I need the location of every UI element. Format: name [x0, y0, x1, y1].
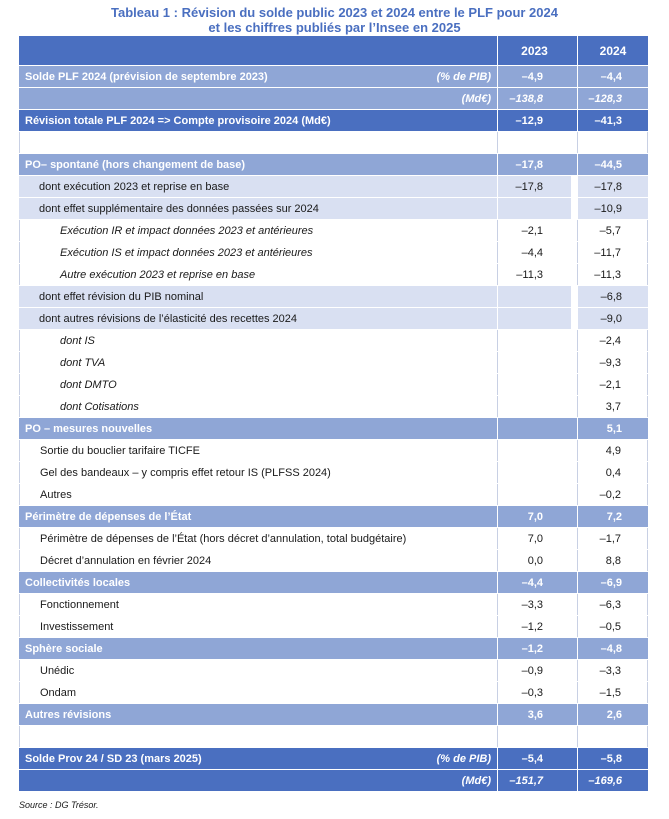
row-label-cell [19, 528, 497, 549]
row-label-cell [19, 770, 497, 791]
value-2024 [577, 132, 648, 153]
table-row [19, 88, 648, 110]
row-unit: (% de PIB) [436, 752, 491, 765]
value-2023 [497, 330, 571, 351]
row-label: Gel des bandeaux – y compris effet retour IS (PLFSS 2024) [40, 466, 331, 479]
row-label-cell [19, 308, 497, 329]
value-2023: –0,9 [497, 660, 571, 681]
row-label: dont IS [60, 334, 95, 347]
value-2023: 7,0 [497, 528, 571, 549]
table-row [19, 572, 648, 594]
table-row [19, 396, 648, 418]
value-2023: 0,0 [497, 550, 571, 571]
row-label-cell [19, 660, 497, 681]
value-2024: 0,4 [577, 462, 648, 483]
row-label: Investissement [40, 620, 114, 633]
value-2024 [577, 726, 648, 747]
row-label: Exécution IS et impact données 2023 et antérieures [60, 246, 313, 259]
value-2023 [497, 352, 571, 373]
value-2024: –2,1 [577, 374, 648, 395]
row-label-cell [19, 550, 497, 571]
row-label: dont exécution 2023 et reprise en base [39, 180, 230, 193]
row-label-cell [19, 572, 497, 593]
value-2023: –1,2 [497, 616, 571, 637]
value-2023 [497, 286, 571, 307]
value-2024: –4,4 [577, 66, 648, 87]
table-title [20, 5, 649, 35]
value-2024: 3,7 [577, 396, 648, 417]
value-2023: –1,2 [497, 638, 571, 659]
value-2024: –6,3 [577, 594, 648, 615]
value-2024: –2,4 [577, 330, 648, 351]
row-label-cell [19, 616, 497, 637]
value-2024: –44,5 [577, 154, 648, 175]
value-2024: –0,2 [577, 484, 648, 505]
header-col-2023: 2023 [497, 36, 571, 65]
row-label: dont effet supplémentaire des données passées sur 2024 [39, 202, 319, 215]
table-row [19, 132, 648, 154]
table-row [19, 748, 648, 770]
row-label: dont Cotisations [60, 400, 139, 413]
row-label-cell [19, 154, 497, 175]
row-label: dont autres révisions de l’élasticité des recettes 2024 [39, 312, 298, 325]
revision-table [19, 36, 648, 792]
row-label: PO– spontané (hors changement de base) [25, 158, 246, 171]
table-row [19, 308, 648, 330]
value-2023: –138,8 [497, 88, 571, 109]
row-label: Sortie du bouclier tarifaire TICFE [40, 444, 200, 457]
row-unit: (% de PIB) [436, 70, 491, 83]
source-note: Source : DG Trésor. [19, 800, 99, 810]
table-row [19, 704, 648, 726]
value-2023 [497, 440, 571, 461]
value-2023 [497, 462, 571, 483]
value-2024: –4,8 [577, 638, 648, 659]
value-2023 [497, 396, 571, 417]
value-2024: –5,8 [577, 748, 648, 769]
value-2023 [497, 726, 571, 747]
table-row [19, 682, 648, 704]
row-label-cell [19, 418, 497, 439]
row-label: Fonctionnement [40, 598, 119, 611]
value-2024: –5,7 [577, 220, 648, 241]
table-row [19, 462, 648, 484]
row-label-cell [19, 110, 497, 131]
table-row [19, 484, 648, 506]
table-row [19, 528, 648, 550]
value-2023: 7,0 [497, 506, 571, 527]
value-2023 [497, 484, 571, 505]
row-label: Unédic [40, 664, 75, 677]
row-label: Périmètre de dépenses de l’État [25, 510, 192, 523]
table-header-row [19, 36, 648, 66]
value-2023: –4,4 [497, 572, 571, 593]
table-row [19, 66, 648, 88]
row-label-cell [19, 638, 497, 659]
value-2023: –3,3 [497, 594, 571, 615]
row-label-cell [19, 286, 497, 307]
row-label: Décret d’annulation en février 2024 [40, 554, 212, 567]
row-label: PO – mesures nouvelles [25, 422, 153, 435]
table-title-line1: Tableau 1 : Révision du solde public 2023 et 2024 entre le PLF pour 2024 [111, 5, 558, 20]
value-2024: –9,0 [577, 308, 648, 329]
table-row [19, 154, 648, 176]
header-col-2024: 2024 [577, 36, 648, 65]
value-2023: –5,4 [497, 748, 571, 769]
row-label: Ondam [40, 686, 77, 699]
value-2023: –151,7 [497, 770, 571, 791]
table-row [19, 110, 648, 132]
value-2023: –2,1 [497, 220, 571, 241]
value-2023: –17,8 [497, 176, 571, 197]
row-label-cell [19, 88, 497, 109]
table-row [19, 330, 648, 352]
table-row [19, 594, 648, 616]
value-2023: –11,3 [497, 264, 571, 285]
value-2024: –128,3 [577, 88, 648, 109]
value-2024: –9,3 [577, 352, 648, 373]
row-label-cell [19, 682, 497, 703]
row-label-cell [19, 484, 497, 505]
row-label-cell [19, 462, 497, 483]
row-label: Solde Prov 24 / SD 23 (mars 2025) [25, 752, 202, 765]
table-row [19, 660, 648, 682]
value-2023: –4,4 [497, 242, 571, 263]
row-label-cell [19, 440, 497, 461]
row-label: dont effet révision du PIB nominal [39, 290, 204, 303]
row-label-cell [19, 264, 497, 285]
value-2024: –0,5 [577, 616, 648, 637]
table-row [19, 352, 648, 374]
row-label-cell [19, 220, 497, 241]
row-label: Exécution IR et impact données 2023 et antérieures [60, 224, 314, 237]
value-2023 [497, 132, 571, 153]
value-2023: 3,6 [497, 704, 571, 725]
table-row [19, 638, 648, 660]
header-label-cell [19, 36, 497, 65]
row-label-cell [19, 506, 497, 527]
value-2024: –1,7 [577, 528, 648, 549]
value-2023: –17,8 [497, 154, 571, 175]
value-2024: –17,8 [577, 176, 648, 197]
row-label-cell [19, 594, 497, 615]
value-2023 [497, 308, 571, 329]
row-label: Sphère sociale [25, 642, 103, 655]
row-label-cell [19, 726, 497, 747]
table-row [19, 440, 648, 462]
table-row [19, 550, 648, 572]
value-2023: –0,3 [497, 682, 571, 703]
row-label-cell [19, 242, 497, 263]
table-row [19, 726, 648, 748]
row-label: dont TVA [60, 356, 106, 369]
value-2023 [497, 418, 571, 439]
row-unit: (Md€) [461, 92, 491, 105]
value-2024: –10,9 [577, 198, 648, 219]
value-2024: 8,8 [577, 550, 648, 571]
value-2024: –41,3 [577, 110, 648, 131]
row-label: Révision totale PLF 2024 => Compte provisoire 2024 (Md€) [25, 114, 331, 127]
row-label-cell [19, 132, 497, 153]
table-row [19, 616, 648, 638]
value-2024: –3,3 [577, 660, 648, 681]
value-2024: 7,2 [577, 506, 648, 527]
table-row [19, 198, 648, 220]
value-2024: –11,3 [577, 264, 648, 285]
table-row [19, 176, 648, 198]
value-2024: 5,1 [577, 418, 648, 439]
table-title-line2: et les chiffres publiés par l’Insee en 2025 [208, 20, 461, 35]
row-label: Autre exécution 2023 et reprise en base [60, 268, 256, 281]
row-label: Solde PLF 2024 (prévision de septembre 2023) [25, 70, 268, 83]
table-row [19, 418, 648, 440]
table-row [19, 770, 648, 792]
value-2023 [497, 374, 571, 395]
row-label-cell [19, 352, 497, 373]
row-label-cell [19, 374, 497, 395]
row-label-cell [19, 748, 497, 769]
value-2024: –11,7 [577, 242, 648, 263]
row-label-cell [19, 396, 497, 417]
table-row [19, 286, 648, 308]
row-label: Périmètre de dépenses de l’État (hors décret d’annulation, total budgétaire) [40, 532, 407, 545]
table-row [19, 242, 648, 264]
row-label-cell [19, 704, 497, 725]
table-body [19, 66, 648, 792]
value-2023 [497, 198, 571, 219]
value-2023: –4,9 [497, 66, 571, 87]
row-label: Collectivités locales [25, 576, 131, 589]
row-label: dont DMTO [60, 378, 117, 391]
value-2024: –6,9 [577, 572, 648, 593]
value-2024: –1,5 [577, 682, 648, 703]
row-label-cell [19, 176, 497, 197]
row-label-cell [19, 198, 497, 219]
row-unit: (Md€) [461, 774, 491, 787]
row-label: Autres [40, 488, 72, 501]
row-label: Autres révisions [25, 708, 112, 721]
table-row [19, 374, 648, 396]
row-label-cell [19, 330, 497, 351]
value-2024: –6,8 [577, 286, 648, 307]
value-2023: –12,9 [497, 110, 571, 131]
table-row [19, 264, 648, 286]
table-row [19, 506, 648, 528]
value-2024: 4,9 [577, 440, 648, 461]
value-2024: 2,6 [577, 704, 648, 725]
value-2024: –169,6 [577, 770, 648, 791]
table-row [19, 220, 648, 242]
row-label-cell [19, 66, 497, 87]
